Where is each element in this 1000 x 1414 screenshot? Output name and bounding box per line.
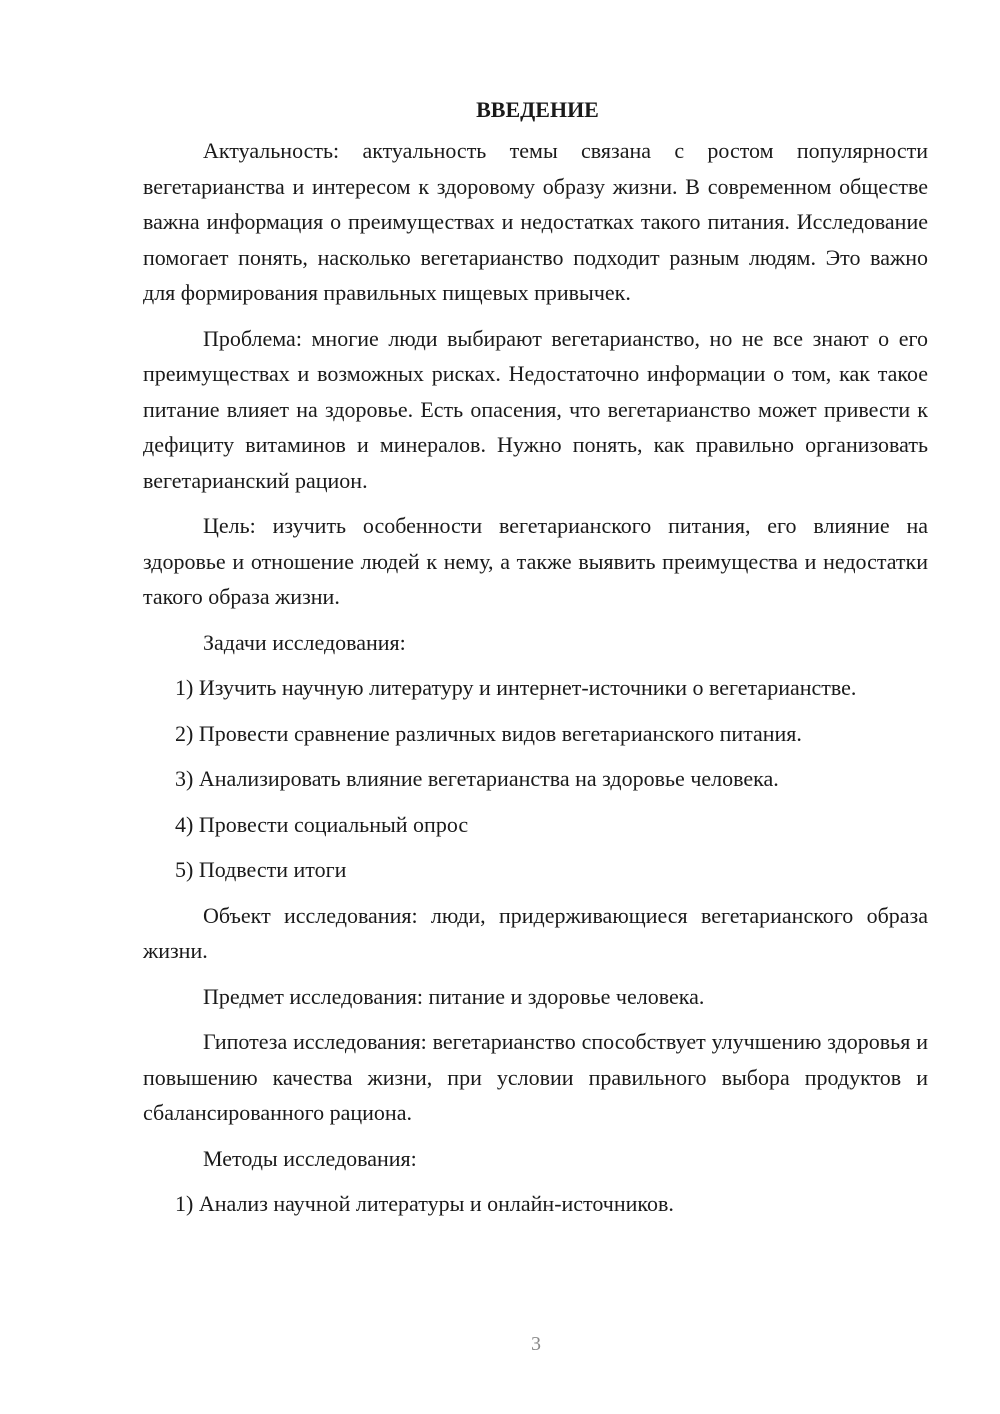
method-item-1: 1) Анализ научной литературы и онлайн-источников. <box>175 1191 674 1216</box>
task-item-5: 5) Подвести итоги <box>175 857 347 882</box>
methods-label: Методы исследования: <box>203 1145 417 1171</box>
hypothesis-paragraph: Гипотеза исследования: вегетарианство способствует улучшению здоровья и повышению качества жизни, при условии правильного выбора продуктов и сбалансированного рациона. <box>143 1029 928 1125</box>
relevance-paragraph: Актуальность: актуальность темы связана с ростом популярности вегетарианства и интересом к здоровому образу жизни. В современном обществе важна информация о преимуществах и недостатках такого питания. Исследование помогает понять, насколько вегетарианство подходит разным людям. Это важно для формирования правильных пищевых привычек. <box>143 138 928 305</box>
page-number: 3 <box>531 1333 541 1355</box>
task-item-4: 4) Провести социальный опрос <box>175 811 469 837</box>
page-content <box>143 92 928 1232</box>
task-item-1: 1) Изучить научную литературу и интернет-источники о вегетарианстве. <box>175 675 857 700</box>
tasks-label: Задачи исследования: <box>203 629 406 655</box>
object-paragraph: Объект исследования: люди, придерживающиеся вегетарианского образа жизни. <box>143 902 928 963</box>
subject-paragraph: Предмет исследования: питание и здоровье человека. <box>203 983 705 1009</box>
task-item-2: 2) Провести сравнение различных видов вегетарианского питания. <box>175 720 802 746</box>
problem-paragraph: Проблема: многие люди выбирают вегетарианство, но не все знают о его преимуществах и возможных рисках. Недостаточно информации о том, как такое питание влияет на здоровье. Есть опасения, что вегетарианство может привести к дефициту витаминов и минералов. Нужно понять, как правильно организовать вегетарианский рацион. <box>143 325 928 493</box>
goal-paragraph: Цель: изучить особенности вегетарианского питания, его влияние на здоровье и отношение людей к нему, а также выявить преимущества и недостатки такого образа жизни. <box>143 513 928 609</box>
section-heading: ВВЕДЕНИЕ <box>476 97 599 122</box>
task-item-3: 3) Анализировать влияние вегетарианства на здоровье человека. <box>175 766 779 791</box>
